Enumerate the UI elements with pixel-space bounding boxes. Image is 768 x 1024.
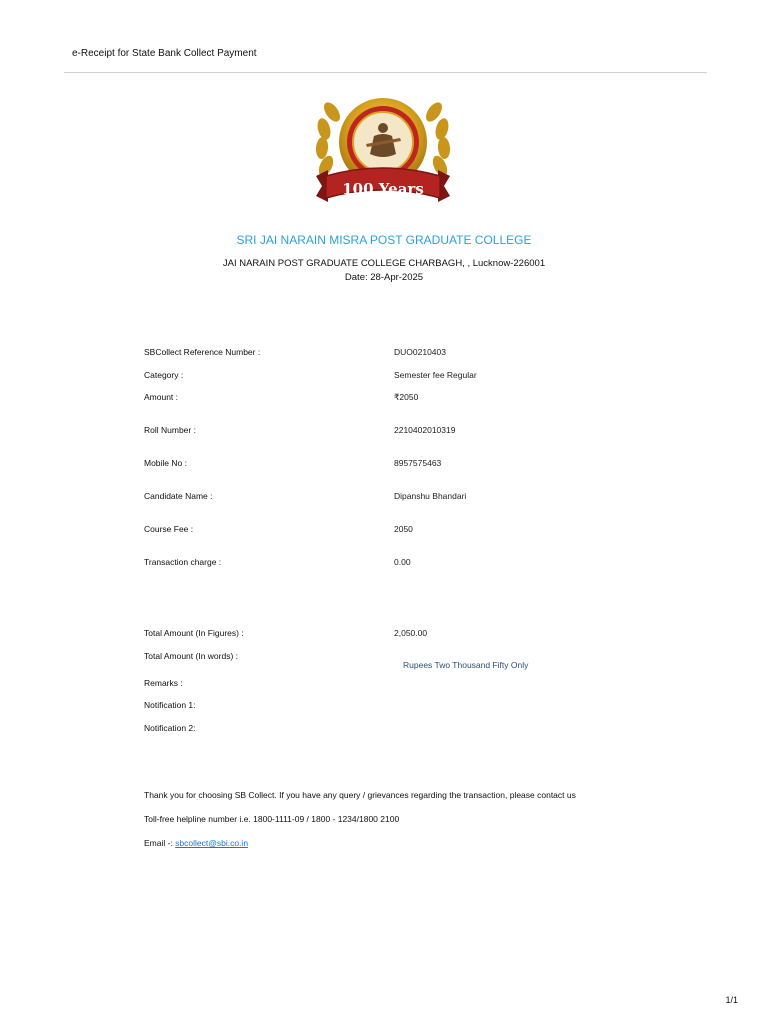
category-value: Semester fee Regular <box>394 370 477 380</box>
amount-label: Amount : <box>144 392 179 402</box>
college-address: JAI NARAIN POST GRADUATE COLLEGE CHARBAGH, , Lucknow-226001 <box>222 258 546 269</box>
college-centenary-logo <box>302 84 464 222</box>
category-label: Category : <box>144 370 184 380</box>
email-label: Email -: <box>144 838 176 848</box>
helpline-text: Toll-free helpline number i.e. 1800-1111-09 / 1800 - 1234/1800 2100 <box>144 814 400 824</box>
reference-number-label: SBCollect Reference Number : <box>144 347 261 357</box>
page-number: 1/1 <box>725 995 738 1005</box>
reference-number-value: DUO0210403 <box>394 347 446 357</box>
support-email-link[interactable]: sbcollect@sbi.co.in <box>175 838 249 848</box>
receipt-date: Date: 28-Apr-2025 <box>344 272 424 283</box>
transaction-charge-label: Transaction charge : <box>144 557 222 567</box>
course-fee-value: 2050 <box>394 524 413 534</box>
roll-number-label: Roll Number : <box>144 425 196 435</box>
course-fee-label: Course Fee : <box>144 524 194 534</box>
remarks-label: Remarks : <box>144 678 183 688</box>
thank-you-message: Thank you for choosing SB Collect. If you have any query / grievances regarding the transaction, please contact us <box>144 790 576 800</box>
candidate-name-label: Candidate Name : <box>144 491 213 501</box>
mobile-value: 8957575463 <box>394 458 442 468</box>
document-header-title: e-Receipt for State Bank Collect Payment <box>72 48 257 59</box>
notification-2-label: Notification 2: <box>144 723 196 733</box>
header-divider <box>64 72 707 73</box>
notification-1-label: Notification 1: <box>144 700 196 710</box>
college-name: SRI JAI NARAIN MISRA POST GRADUATE COLLEGE <box>236 233 532 247</box>
roll-number-value: 2210402010319 <box>394 425 456 435</box>
logo-badge-text: 100 Years <box>342 180 424 198</box>
total-words-value: Rupees Two Thousand Fifty Only <box>403 660 529 670</box>
total-figures-value: 2,050.00 <box>394 628 428 638</box>
total-words-label: Total Amount (In words) : <box>144 651 239 661</box>
candidate-name-value: Dipanshu Bhandari <box>394 491 467 501</box>
mobile-label: Mobile No : <box>144 458 187 468</box>
amount-value: ₹2050 <box>394 392 419 402</box>
email-line <box>144 838 248 848</box>
total-figures-label: Total Amount (In Figures) : <box>144 628 244 638</box>
transaction-charge-value: 0.00 <box>394 557 411 567</box>
